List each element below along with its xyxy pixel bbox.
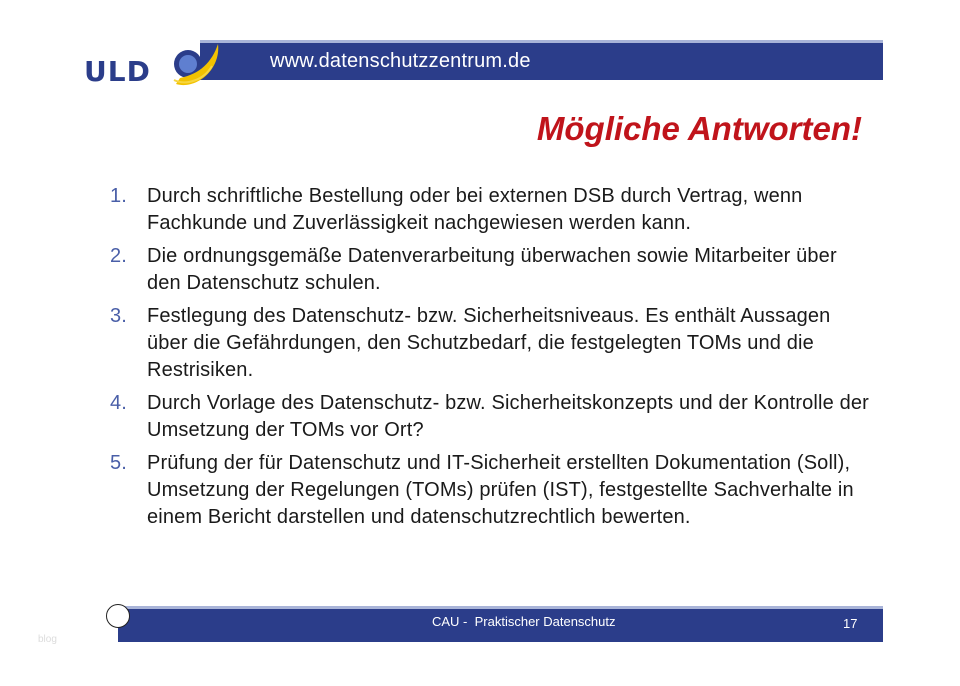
slide-title: Mögliche Antworten! [536,110,862,147]
list-item: 2. Die ordnungsgemäße Datenverarbeitung überwachen sowie Mitarbeiter über den Datenschutz schulen. [110,245,837,294]
watermark: blog [38,634,57,645]
circle-icon [106,604,130,628]
footer-text: CAU - Praktischer Datenschutz [432,614,616,629]
list-item: 4. Durch Vorlage des Datenschutz- bzw. Sicherheitskonzepts und der Kontrolle der Umsetzung der TOMs vor Ort? [110,392,869,441]
page-number: 17 [843,616,858,631]
header-url[interactable]: www.datenschutzzentrum.de [270,50,531,72]
answer-list [110,183,870,537]
list-item: 1. Durch schriftliche Bestellung oder bei externen DSB durch Vertrag, wenn Fachkunde und Zuverlässigkeit nachgewiesen werden kann. [110,185,803,234]
list-item: 3. Festlegung des Datenschutz- bzw. Sicherheitsniveaus. Es enthält Aussagen über die Gefährdungen, den Schutzbedarf, die festgelegten TOMs und die Restrisiken. [110,305,831,381]
logo-text: ULD [84,55,151,88]
list-item: 5. Prüfung der für Datenschutz und IT-Sicherheit erstellten Dokumentation (Soll), Umsetzung der Regelungen (TOMs) prüfen (IST), festgestellte Sachverhalte in einem Bericht darstellen und datenschutzrechtlich bewerten. [110,452,854,528]
